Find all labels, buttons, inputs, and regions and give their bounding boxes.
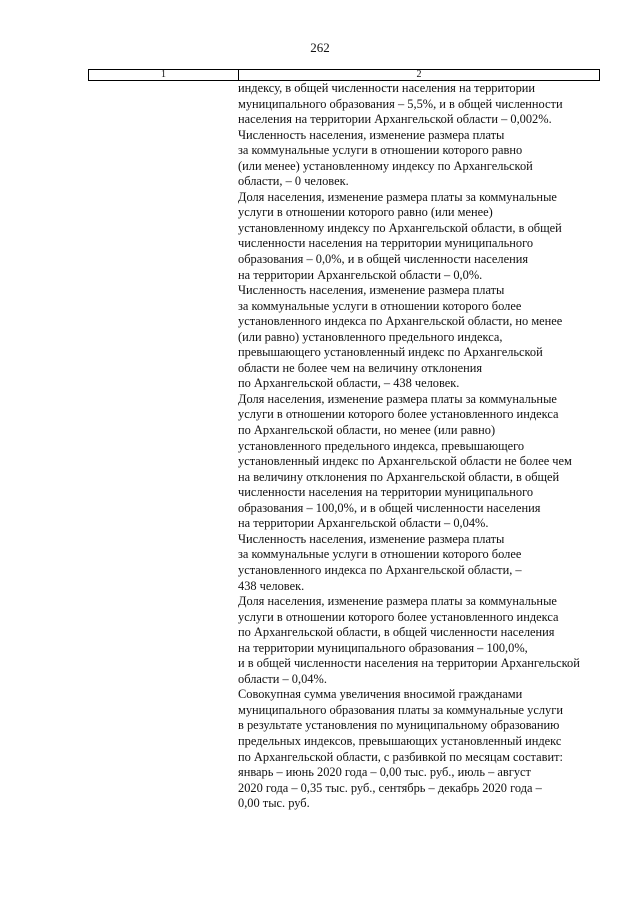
text-line: 0,00 тыс. руб.: [238, 796, 310, 811]
text-line: за коммунальные услуги в отношении которого более: [238, 547, 522, 562]
text-line: и в общей численности населения на территории Архангельской: [238, 656, 580, 671]
text-line: (или менее) установленному индексу по Архангельской: [238, 158, 533, 173]
text-line: образования – 100,0%, и в общей численности населения: [238, 500, 541, 515]
text-line: услуги в отношении которого равно (или менее): [238, 205, 493, 220]
text-line: установленному индексу по Архангельской области, в общей: [238, 220, 562, 235]
text-line: муниципального образования – 5,5%, и в общей численности: [238, 96, 563, 111]
text-line: Численность населения, изменение размера платы: [238, 127, 505, 142]
text-line: Численность населения, изменение размера платы: [238, 283, 505, 298]
text-line: на территории Архангельской области – 0,04%.: [238, 516, 489, 531]
table-header-col-2: 2: [416, 69, 422, 80]
text-line: 438 человек.: [238, 578, 305, 593]
text-line: предельных индексов, превышающих установленный индекс: [238, 733, 562, 748]
text-line: области не более чем на величину отклонения: [238, 360, 483, 375]
text-line: по Архангельской области, – 438 человек.: [238, 376, 460, 391]
text-line: (или равно) установленного предельного индекса,: [238, 329, 503, 344]
text-line: населения на территории Архангельской области – 0,002%.: [238, 112, 552, 127]
text-line: области – 0,04%.: [238, 671, 327, 686]
text-line: индексу, в общей численности населения на территории: [238, 81, 536, 95]
text-line: на территории Архангельской области – 0,0%.: [238, 267, 483, 282]
text-line: услуги в отношении которого более установленного индекса: [238, 609, 559, 624]
text-line: установленного индекса по Архангельской области, –: [238, 562, 522, 577]
text-line: превышающего установленный индекс по Архангельской: [238, 345, 543, 360]
text-line: установленного предельного индекса, превышающего: [238, 438, 525, 453]
page-number: 262: [310, 40, 330, 55]
text-line: области, – 0 человек.: [238, 174, 349, 189]
text-line: муниципального образования платы за коммунальные услуги: [238, 702, 563, 717]
text-line: Численность населения, изменение размера платы: [238, 531, 505, 546]
table-header-row: [88, 69, 600, 81]
text-line: по Архангельской области, в общей численности населения: [238, 625, 555, 640]
text-line: на величину отклонения по Архангельской области, в общей: [238, 469, 560, 484]
text-line: по Архангельской области, с разбивкой по месяцам составит:: [238, 749, 563, 764]
text-line: январь – июнь 2020 года – 0,00 тыс. руб., июль – август: [238, 765, 531, 780]
document-body-text: [238, 81, 600, 812]
text-line: в результате установления по муниципальному образованию: [238, 718, 560, 733]
text-line: Доля населения, изменение размера платы за коммунальные: [238, 391, 557, 406]
text-line: установленный индекс по Архангельской области не более чем: [238, 454, 572, 469]
text-line: Доля населения, изменение размера платы за коммунальные: [238, 189, 557, 204]
text-line: на территории муниципального образования – 100,0%,: [238, 640, 528, 655]
text-line: 2020 года – 0,35 тыс. руб., сентябрь – декабрь 2020 года –: [238, 780, 542, 795]
text-line: по Архангельской области, но менее (или равно): [238, 423, 496, 438]
text-line: Доля населения, изменение размера платы за коммунальные: [238, 594, 557, 609]
text-line: численности населения на территории муниципального: [238, 485, 534, 500]
text-line: Совокупная сумма увеличения вносимой гражданами: [238, 687, 523, 702]
text-line: численности населения на территории муниципального: [238, 236, 534, 251]
table-header-col-1: 1: [89, 70, 239, 80]
text-line: образования – 0,0%, и в общей численности населения: [238, 252, 529, 267]
text-line: установленного индекса по Архангельской области, но менее: [238, 314, 563, 329]
text-line: за коммунальные услуги в отношении которого равно: [238, 143, 523, 158]
text-line: за коммунальные услуги в отношении которого более: [238, 298, 522, 313]
text-line: услуги в отношении которого более установленного индекса: [238, 407, 559, 422]
